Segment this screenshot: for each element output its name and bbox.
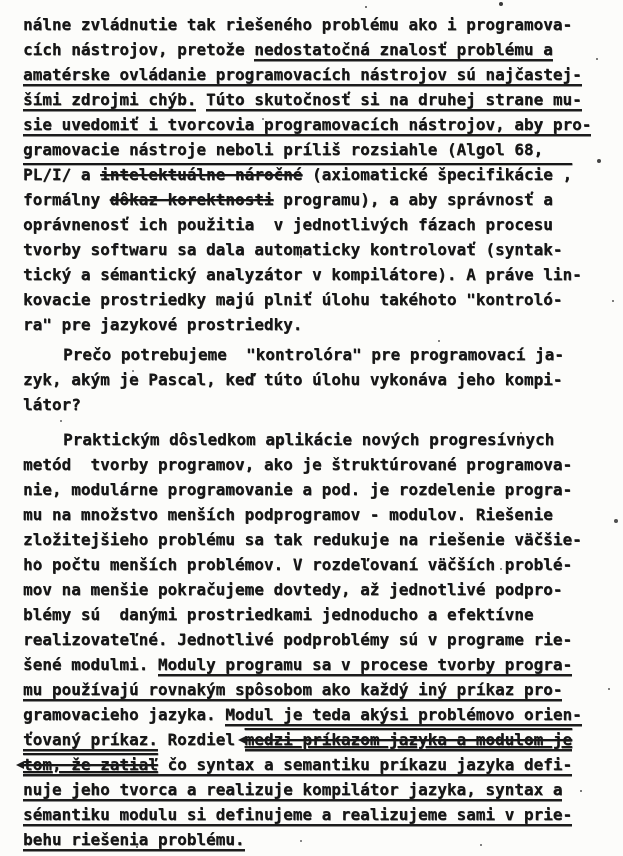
text-line bbox=[23, 162, 605, 187]
text-line bbox=[23, 752, 605, 777]
text-line bbox=[23, 342, 605, 367]
underlined-text: nuje jeho tvorca a realizuje kompilátor jazyka, syntax a bbox=[23, 780, 563, 799]
underlined-text: behu riešenia problému. bbox=[23, 830, 245, 849]
text-line bbox=[23, 112, 605, 137]
text-segment: blémy sú danými prostriedkami jednoducho a efektívne bbox=[23, 605, 534, 624]
text-segment: Prečo potrebujeme "kontrolóra" pre programovací ja- bbox=[63, 345, 564, 364]
text-line bbox=[23, 477, 605, 502]
heavily-marked-text: tom, že zatiaľ bbox=[23, 755, 158, 774]
text-segment: zyk, akým je Pascal, keď túto úlohu vykonáva jeho kompi- bbox=[23, 370, 563, 389]
text-line bbox=[23, 727, 605, 752]
underlined-text: Modul je teda akýsi problémovo orien- bbox=[225, 705, 582, 724]
scan-noise-speckles bbox=[0, 0, 2, 2]
text-segment: programu), a aby správnosť a bbox=[273, 190, 553, 209]
text-segment: nálne zvládnutie tak riešeného problému ako i programova- bbox=[23, 15, 573, 34]
text-line bbox=[23, 392, 605, 417]
text-segment: metód tvorby programov, ako je štruktúrované programova- bbox=[23, 455, 573, 474]
text-line bbox=[23, 627, 605, 652]
text-line bbox=[23, 137, 605, 162]
text-segment: Rozdiel bbox=[157, 730, 245, 749]
underlined-text: nedostatočná znalosť problému a bbox=[254, 40, 553, 59]
text-line bbox=[23, 777, 605, 802]
text-line bbox=[23, 702, 605, 727]
marked-text: dôkaz korektnosti bbox=[109, 190, 274, 209]
marked-text: intelektuálne náročné bbox=[100, 165, 303, 184]
text-line bbox=[23, 427, 605, 452]
text-segment: gramovacieho jazyka. bbox=[23, 705, 226, 724]
text-segment: kovacie prostriedky majú plniť úlohu takéhoto "kontroló- bbox=[23, 290, 563, 309]
text-segment: tický a sémantický analyzátor v kompilátore). A práve lin- bbox=[23, 265, 582, 284]
paragraph bbox=[23, 342, 605, 417]
text-segment bbox=[196, 90, 206, 109]
underlined-text: sie uvedomiť i tvorcovia programovacích nástrojov, aby pro- bbox=[23, 115, 592, 134]
text-line bbox=[23, 37, 605, 62]
heavily-marked-text: medzi príkazom jazyka a modulom je bbox=[244, 730, 573, 749]
text-segment: realizovateľné. Jednotlivé podproblémy sú v programe rie- bbox=[23, 630, 573, 649]
underlined-text: mu používajú rovnakým spôsobom ako každý iný príkaz pro- bbox=[23, 680, 563, 699]
text-line bbox=[23, 552, 605, 577]
text-line bbox=[23, 12, 605, 37]
text-line bbox=[23, 367, 605, 392]
text-line bbox=[23, 452, 605, 477]
text-segment: mov na menšie pokračujeme dovtedy, až jednotlivé podpro- bbox=[23, 580, 563, 599]
text-segment: tvorby softwaru sa dala automaticky kontrolovať (syntak- bbox=[23, 240, 563, 259]
text-segment: nie, modulárne programovanie a pod. je rozdelenie progra- bbox=[23, 480, 573, 499]
paragraph bbox=[23, 12, 605, 337]
underlined-text: Moduly programu sa v procese tvorby progra- bbox=[157, 655, 573, 674]
text-segment: zložitejšieho problému sa tak redukuje na riešenie väčšie- bbox=[23, 530, 582, 549]
text-line bbox=[23, 262, 605, 287]
text-segment: mu na množstvo menších podprogramov - modulov. Riešenie bbox=[23, 505, 553, 524]
text-line bbox=[23, 577, 605, 602]
text-line bbox=[23, 527, 605, 552]
text-line bbox=[23, 62, 605, 87]
underlined-text: Túto skutočnosť si na druhej strane mu- bbox=[206, 90, 582, 109]
underlined-text: amatérske ovládanie programovacích nástrojov sú najčastej- bbox=[23, 65, 582, 84]
text-line bbox=[23, 677, 605, 702]
text-segment: formálny bbox=[23, 190, 110, 209]
text-segment: cích nástrojov, pretože bbox=[23, 40, 255, 59]
text-line bbox=[23, 312, 605, 337]
text-line bbox=[23, 602, 605, 627]
text-line bbox=[23, 212, 605, 237]
text-line bbox=[23, 237, 605, 262]
text-line bbox=[23, 87, 605, 112]
text-segment: Praktickým dôsledkom aplikácie nových progresívnych bbox=[63, 430, 555, 449]
underlined-text: čo syntax a semantiku príkazu jazyka defi- bbox=[157, 755, 573, 774]
marked-text: (axiomatické špecifikácie , bbox=[302, 165, 573, 184]
paragraph bbox=[23, 427, 605, 852]
text-line bbox=[23, 187, 605, 212]
text-segment: ho počtu menších problémov. V rozdeľovaní väčších problé- bbox=[23, 555, 573, 574]
text-segment: gramovacie nástroje neboli príliš rozsiahle (Algol 68, bbox=[23, 140, 544, 159]
text-line bbox=[23, 802, 605, 827]
text-line bbox=[23, 502, 605, 527]
underlined-text: sémantiku modulu si definujeme a realizujeme sami v prie- bbox=[23, 805, 573, 824]
underlined-text: šími zdrojmi chýb. bbox=[23, 90, 197, 109]
text-line bbox=[23, 287, 605, 312]
text-segment: látor? bbox=[23, 395, 81, 414]
text-segment: ra" pre jazykové prostriedky. bbox=[23, 315, 303, 334]
text-segment: šené modulmi. bbox=[23, 655, 158, 674]
text-line bbox=[23, 827, 605, 852]
text-line bbox=[23, 652, 605, 677]
text-segment: oprávnenosť ich použitia v jednotlivých fázach procesu bbox=[23, 215, 553, 234]
underlined-text: ťovaný príkaz. bbox=[23, 730, 158, 749]
marked-text: PL/I/ a bbox=[23, 165, 101, 184]
